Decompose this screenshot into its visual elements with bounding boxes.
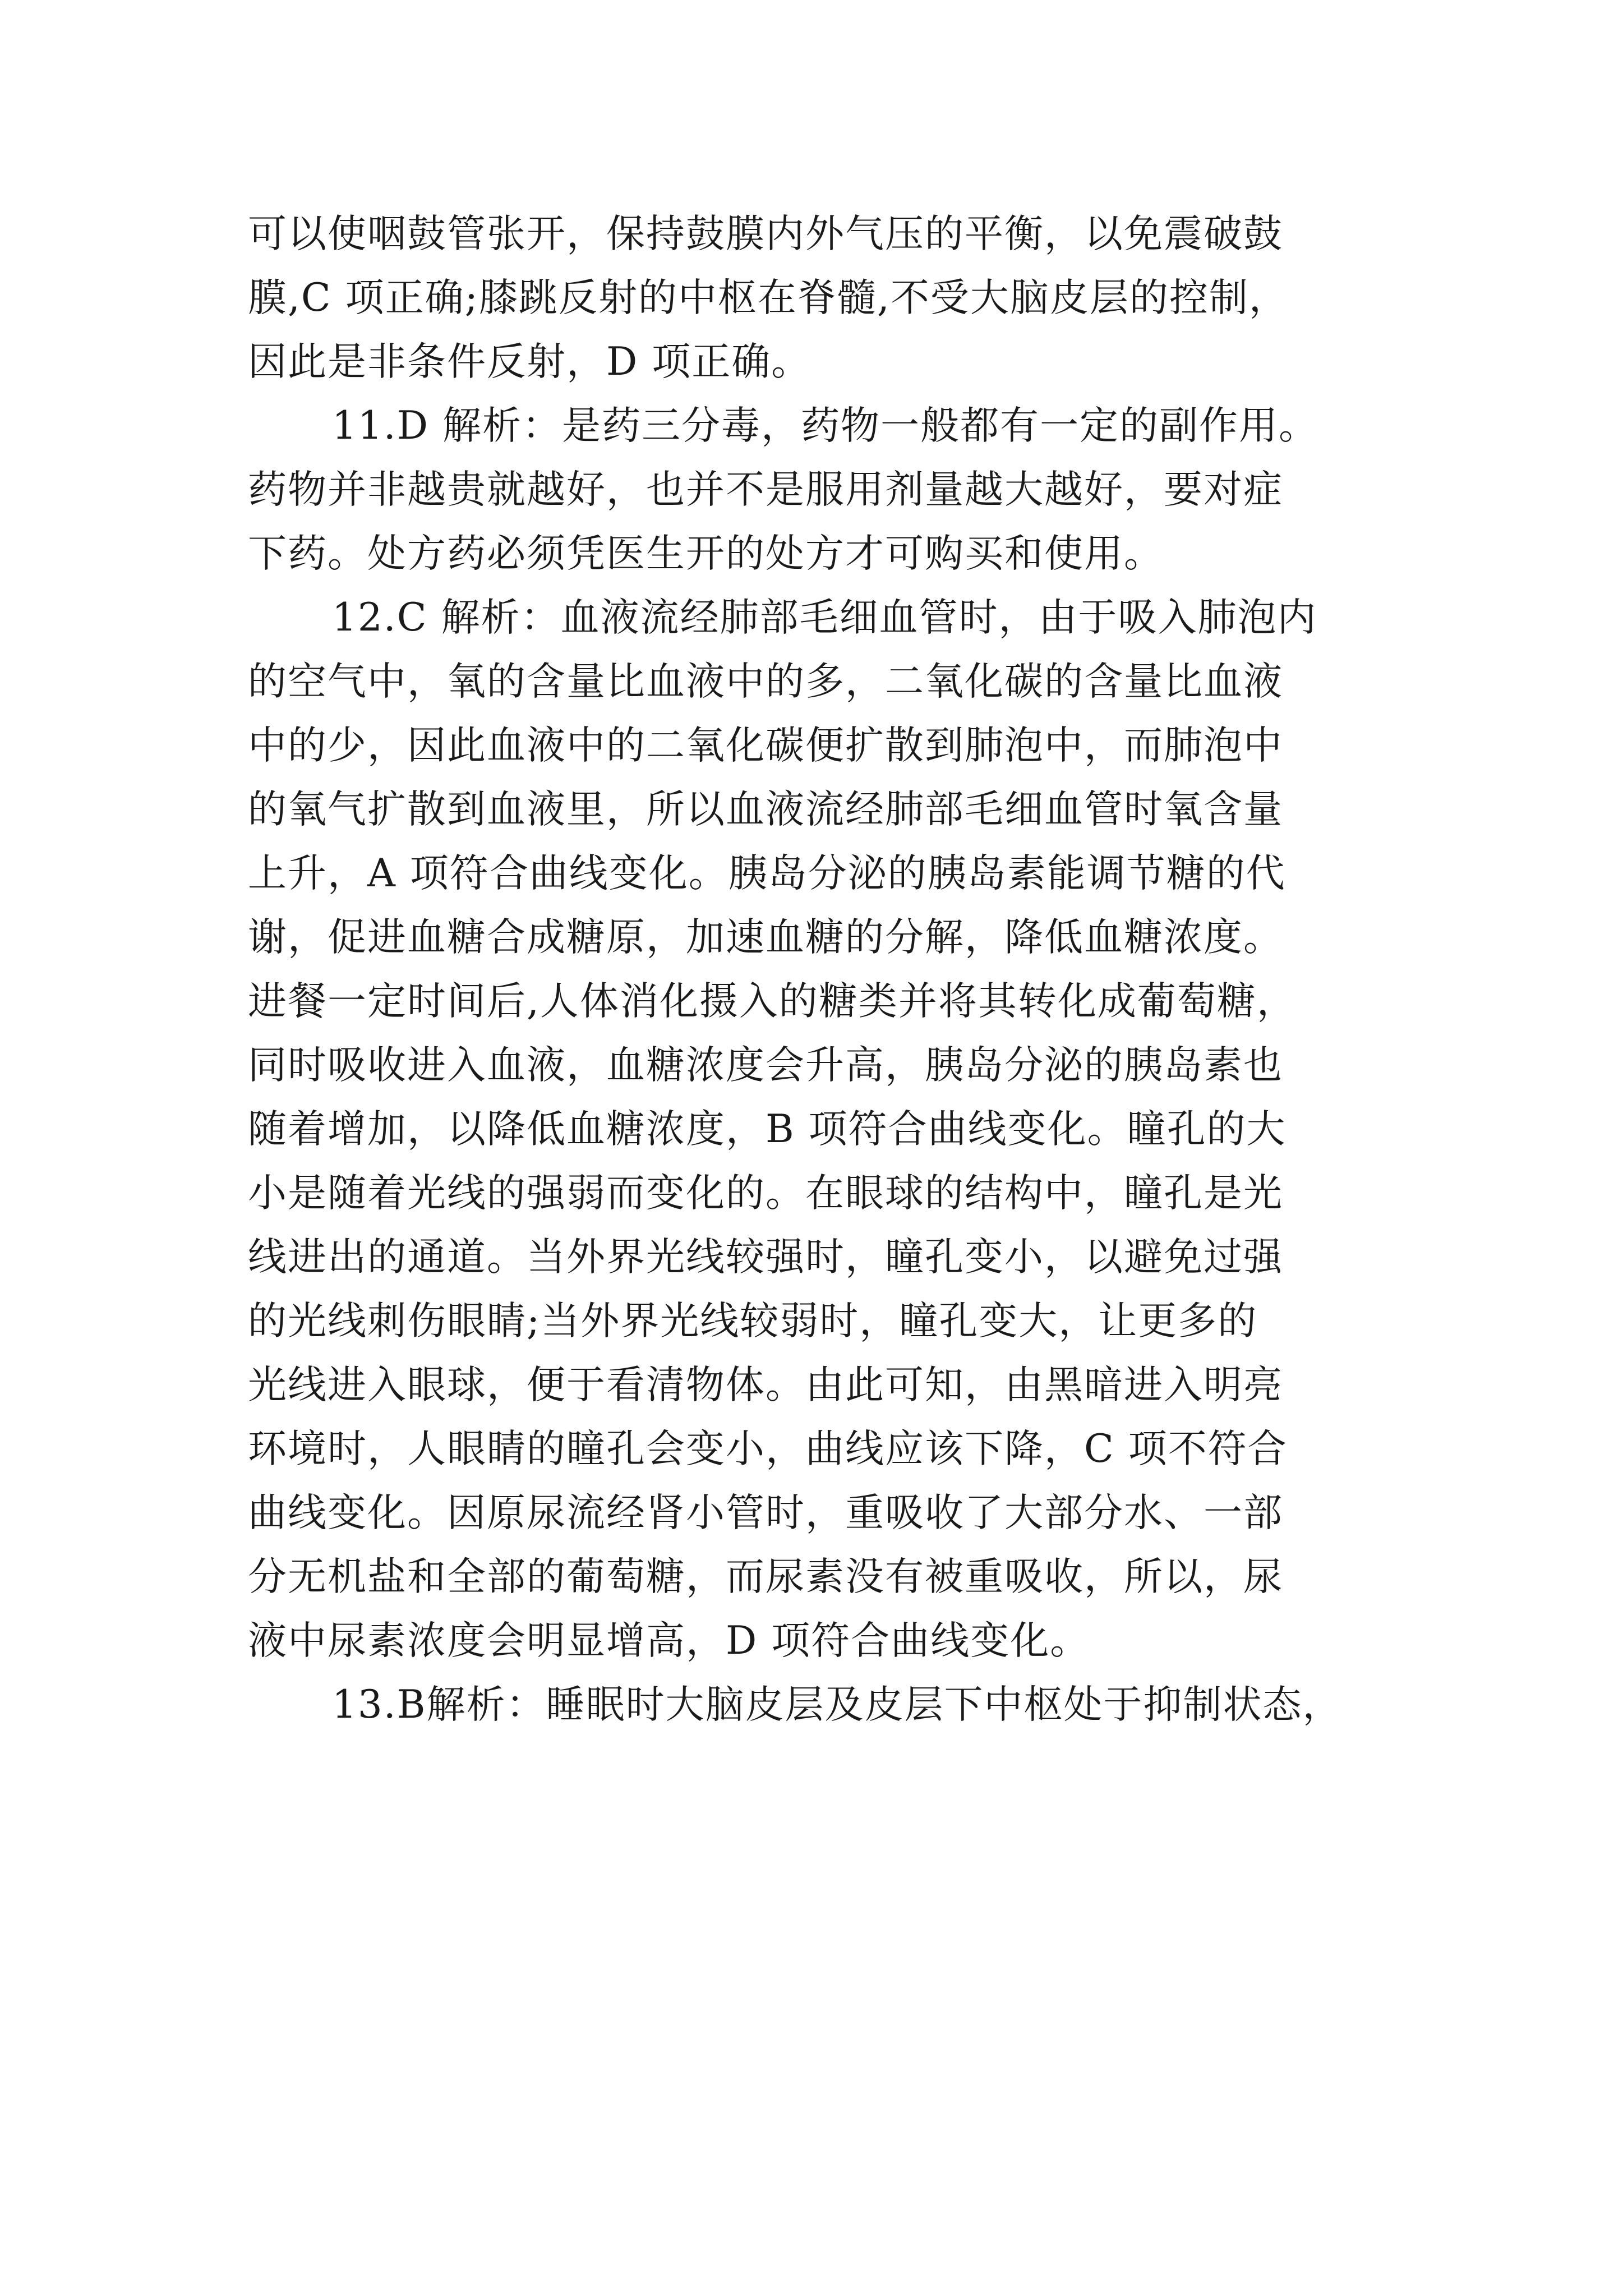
text-line: 药物并非越贵就越好，也并不是服用剂量越大越好，要对症 bbox=[248, 467, 1283, 512]
text-line: 上升，A 项符合曲线变化。胰岛分泌的胰岛素能调节糖的代 bbox=[248, 851, 1286, 896]
text-line: 的光线刺伤眼睛;当外界光线较弱时，瞳孔变大，让更多的 bbox=[248, 1299, 1258, 1343]
text-line: 中的少，因此血液中的二氧化碳便扩散到肺泡中，而肺泡中 bbox=[248, 723, 1283, 768]
text-line: 进餐一定时间后,人体消化摄入的糖类并将其转化成葡萄糖， bbox=[248, 979, 1297, 1024]
text-line: 谢，促进血糖合成糖原，加速血糖的分解，降低血糖浓度。 bbox=[248, 915, 1283, 960]
text-line: 分无机盐和全部的葡萄糖，而尿素没有被重吸收，所以，尿 bbox=[248, 1554, 1283, 1599]
text-line: 同时吸收进入血液，血糖浓度会升高，胰岛分泌的胰岛素也 bbox=[248, 1043, 1283, 1088]
text-line: 小是随着光线的强弱而变化的。在眼球的结构中，瞳孔是光 bbox=[248, 1171, 1283, 1216]
question-13-heading: 13.B解析：睡眠时大脑皮层及皮层下中枢处于抑制状态， bbox=[332, 1682, 1343, 1727]
text-line: 下药。处方药必须凭医生开的处方才可购买和使用。 bbox=[248, 531, 1164, 576]
text-line: 随着增加，以降低血糖浓度，B 项符合曲线变化。瞳孔的大 bbox=[248, 1107, 1287, 1152]
text-line: 可以使咽鼓管张开，保持鼓膜内外气压的平衡，以免震破鼓 bbox=[248, 211, 1283, 256]
text-line: 液中尿素浓度会明显增高，D 项符合曲线变化。 bbox=[248, 1618, 1090, 1663]
question-12-heading: 12.C 解析：血液流经肺部毛细血管时，由于吸入肺泡内 bbox=[332, 595, 1317, 640]
text-line: 的氧气扩散到血液里，所以血液流经肺部毛细血管时氧含量 bbox=[248, 787, 1283, 832]
text-line: 曲线变化。因原尿流经肾小管时，重吸收了大部分水、一部 bbox=[248, 1490, 1283, 1535]
text-line: 线进出的通道。当外界光线较强时，瞳孔变小，以避免过强 bbox=[248, 1235, 1283, 1280]
text-line: 膜,C 项正确;膝跳反射的中枢在脊髓,不受大脑皮层的控制， bbox=[248, 275, 1289, 320]
question-11-heading: 11.D 解析：是药三分毒，药物一般都有一定的副作用。 bbox=[332, 403, 1318, 448]
text-line: 光线进入眼球，便于看清物体。由此可知，由黑暗进入明亮 bbox=[248, 1363, 1283, 1407]
text-line: 环境时，人眼睛的瞳孔会变小，曲线应该下降，C 项不符合 bbox=[248, 1427, 1288, 1471]
answer-explanation-text bbox=[248, 202, 1386, 1737]
text-line: 的空气中，氧的含量比血液中的多，二氧化碳的含量比血液 bbox=[248, 659, 1283, 704]
text-line: 因此是非条件反射，D 项正确。 bbox=[248, 339, 811, 384]
